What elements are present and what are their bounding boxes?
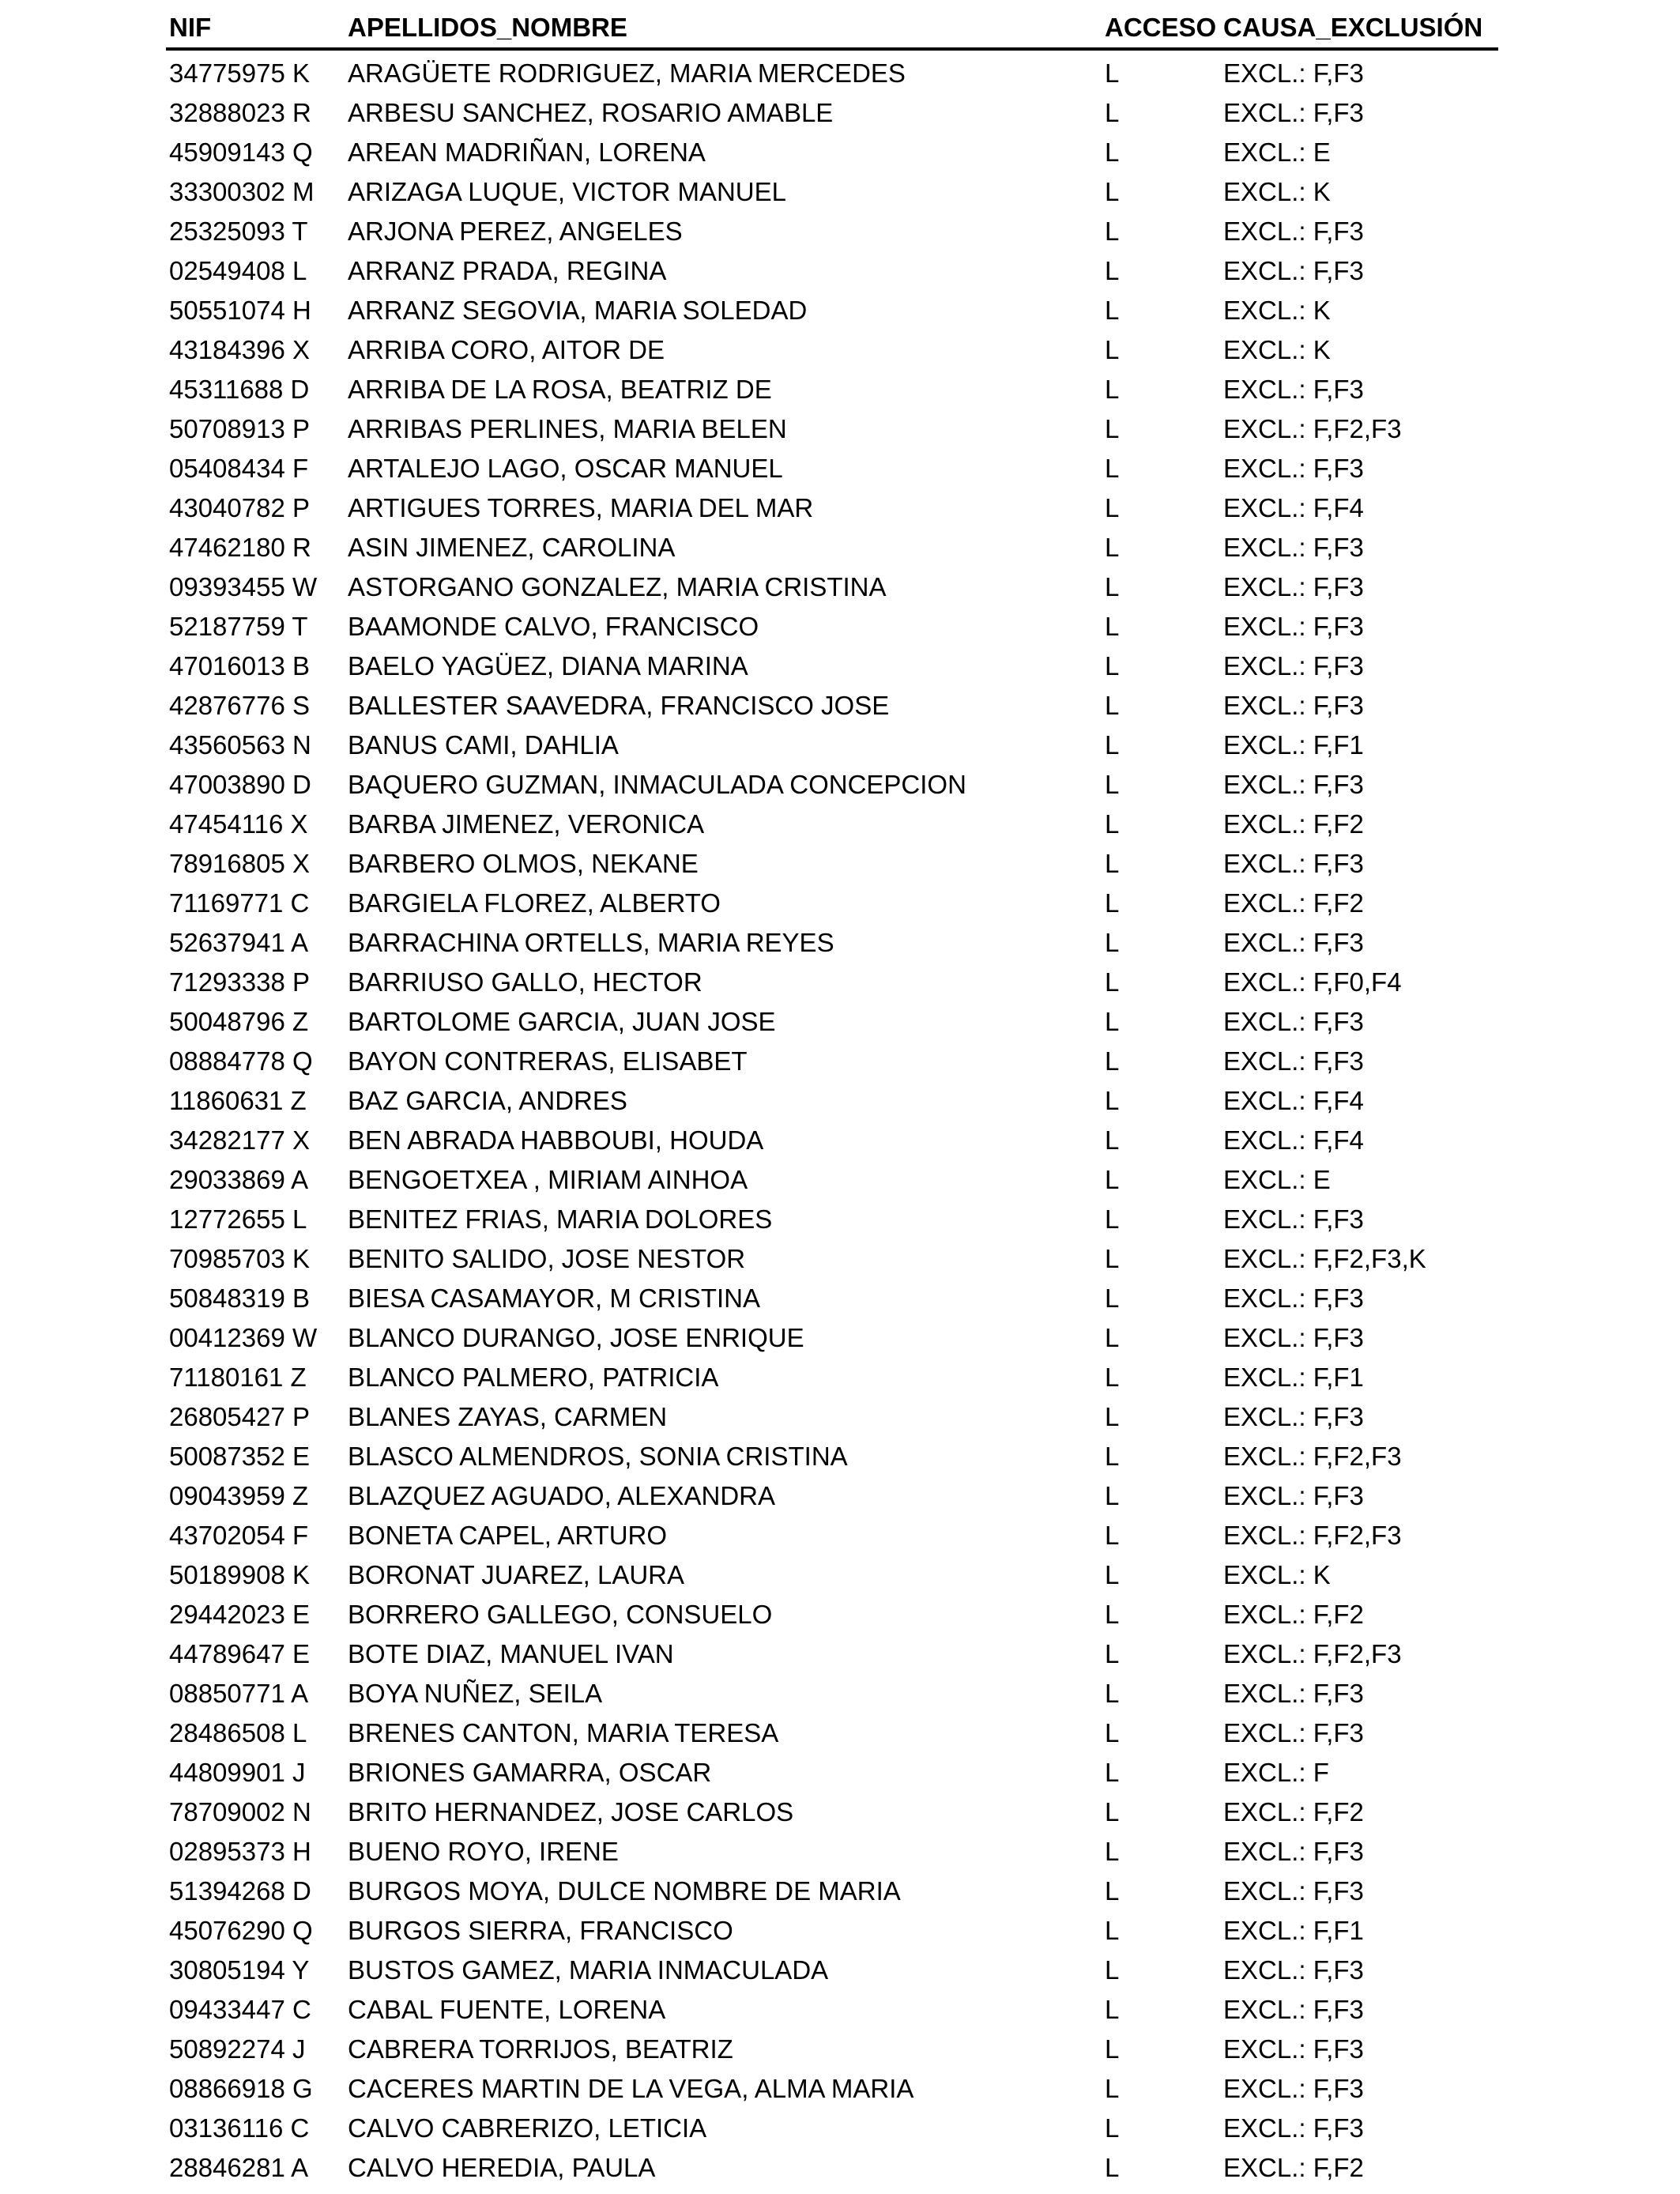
table-row [0, 805, 1680, 844]
cell-apellidos-nombre: ARBESU SANCHEZ, ROSARIO AMABLE [348, 98, 834, 127]
cell-apellidos-nombre: BANUS CAMI, DAHLIA [348, 730, 619, 760]
table-row [0, 884, 1680, 923]
cell-acceso: L [1105, 493, 1120, 522]
cell-nif: 05408434 F [169, 454, 309, 483]
cell-nif: 33300302 M [169, 177, 315, 206]
cell-causa-exclusion: EXCL.: F,F3 [1223, 1995, 1364, 2024]
table-row [0, 567, 1680, 607]
cell-causa-exclusion: EXCL.: F,F3 [1223, 1955, 1364, 1985]
table-row [0, 844, 1680, 884]
table-row [0, 449, 1680, 488]
cell-acceso: L [1105, 612, 1120, 641]
cell-acceso: L [1105, 2153, 1120, 2182]
cell-acceso: L [1105, 1837, 1120, 1866]
cell-nif: 43040782 P [169, 493, 311, 522]
cell-nif: 47003890 D [169, 770, 311, 799]
cell-acceso: L [1105, 849, 1120, 878]
cell-apellidos-nombre: ASIN JIMENEZ, CAROLINA [348, 533, 676, 562]
cell-apellidos-nombre: BLASCO ALMENDROS, SONIA CRISTINA [348, 1442, 848, 1471]
cell-causa-exclusion: EXCL.: F,F3 [1223, 651, 1364, 680]
table-row [0, 1911, 1680, 1951]
cell-apellidos-nombre: BURGOS SIERRA, FRANCISCO [348, 1916, 733, 1945]
cell-causa-exclusion: EXCL.: F,F3 [1223, 98, 1364, 127]
table-row [0, 1595, 1680, 1634]
cell-acceso: L [1105, 375, 1120, 404]
cell-causa-exclusion: EXCL.: F,F4 [1223, 1086, 1364, 1115]
table-row [0, 1239, 1680, 1279]
cell-acceso: L [1105, 335, 1120, 364]
cell-causa-exclusion: EXCL.: F,F1 [1223, 1363, 1364, 1392]
cell-apellidos-nombre: BLANCO PALMERO, PATRICIA [348, 1363, 719, 1392]
cell-apellidos-nombre: BAELO YAGÜEZ, DIANA MARINA [348, 651, 748, 680]
cell-causa-exclusion: EXCL.: F,F3 [1223, 1876, 1364, 1906]
cell-causa-exclusion: EXCL.: F,F3 [1223, 1323, 1364, 1352]
cell-nif: 52187759 T [169, 612, 308, 641]
cell-nif: 45076290 Q [169, 1916, 313, 1945]
cell-causa-exclusion: EXCL.: F,F2 [1223, 1600, 1364, 1629]
cell-acceso: L [1105, 1718, 1120, 1747]
cell-apellidos-nombre: BORRERO GALLEGO, CONSUELO [348, 1600, 773, 1629]
cell-nif: 08850771 A [169, 1679, 309, 1708]
cell-acceso: L [1105, 58, 1120, 88]
cell-apellidos-nombre: BAQUERO GUZMAN, INMACULADA CONCEPCION [348, 770, 966, 799]
cell-causa-exclusion: EXCL.: F,F1 [1223, 730, 1364, 760]
table-row [0, 1397, 1680, 1437]
cell-causa-exclusion: EXCL.: F,F3 [1223, 2034, 1364, 2064]
cell-acceso: L [1105, 138, 1120, 167]
cell-causa-exclusion: EXCL.: F,F3 [1223, 691, 1364, 720]
cell-nif: 50551074 H [169, 296, 311, 325]
cell-apellidos-nombre: BOTE DIAZ, MANUEL IVAN [348, 1639, 674, 1668]
cell-nif: 30805194 Y [169, 1955, 310, 1985]
table-row [0, 1437, 1680, 1476]
cell-nif: 50708913 P [169, 414, 311, 443]
table-row [0, 133, 1680, 172]
header-apellidos-nombre: APELLIDOS_NOMBRE [348, 13, 627, 42]
cell-apellidos-nombre: BENITO SALIDO, JOSE NESTOR [348, 1244, 746, 1273]
cell-nif: 52637941 A [169, 928, 309, 957]
table-row [0, 330, 1680, 370]
table-row [0, 1160, 1680, 1200]
cell-apellidos-nombre: ASTORGANO GONZALEZ, MARIA CRISTINA [348, 572, 887, 601]
cell-causa-exclusion: EXCL.: F,F3 [1223, 217, 1364, 246]
cell-causa-exclusion: EXCL.: E [1223, 138, 1331, 167]
cell-apellidos-nombre: BAYON CONTRERAS, ELISABET [348, 1046, 748, 1076]
cell-acceso: L [1105, 1560, 1120, 1589]
table-row [0, 370, 1680, 409]
table-row [0, 2109, 1680, 2148]
table-row [0, 93, 1680, 133]
cell-apellidos-nombre: BENGOETXEA , MIRIAM AINHOA [348, 1165, 748, 1194]
cell-acceso: L [1105, 217, 1120, 246]
cell-nif: 44809901 J [169, 1758, 306, 1787]
cell-nif: 42876776 S [169, 691, 311, 720]
cell-apellidos-nombre: BARRIUSO GALLO, HECTOR [348, 967, 703, 997]
cell-nif: 43702054 F [169, 1521, 309, 1550]
cell-nif: 28486508 L [169, 1718, 307, 1747]
cell-nif: 11860631 Z [169, 1086, 307, 1115]
cell-acceso: L [1105, 2074, 1120, 2103]
table-row [0, 1516, 1680, 1555]
table-row [0, 1200, 1680, 1239]
cell-acceso: L [1105, 98, 1120, 127]
cell-acceso: L [1105, 256, 1120, 285]
table-row [0, 726, 1680, 765]
table-row [0, 923, 1680, 963]
cell-causa-exclusion: EXCL.: F,F3 [1223, 2074, 1364, 2103]
cell-nif: 50189908 K [169, 1560, 311, 1589]
cell-apellidos-nombre: BAAMONDE CALVO, FRANCISCO [348, 612, 759, 641]
table-row [0, 1793, 1680, 1832]
cell-apellidos-nombre: BURGOS MOYA, DULCE NOMBRE DE MARIA [348, 1876, 901, 1906]
cell-nif: 51394268 D [169, 1876, 311, 1906]
header-divider [166, 47, 1498, 51]
table-row [0, 1674, 1680, 1713]
cell-apellidos-nombre: ARRANZ PRADA, REGINA [348, 256, 667, 285]
cell-causa-exclusion: EXCL.: K [1223, 177, 1331, 206]
cell-causa-exclusion: EXCL.: K [1223, 335, 1331, 364]
cell-apellidos-nombre: ARRIBA DE LA ROSA, BEATRIZ DE [348, 375, 772, 404]
cell-apellidos-nombre: BRITO HERNANDEZ, JOSE CARLOS [348, 1797, 794, 1826]
cell-nif: 50087352 E [169, 1442, 311, 1471]
cell-acceso: L [1105, 1284, 1120, 1313]
cell-apellidos-nombre: CACERES MARTIN DE LA VEGA, ALMA MARIA [348, 2074, 914, 2103]
cell-acceso: L [1105, 1955, 1120, 1985]
cell-nif: 26805427 P [169, 1402, 311, 1431]
cell-acceso: L [1105, 928, 1120, 957]
cell-nif: 70985703 K [169, 1244, 311, 1273]
table-row [0, 1476, 1680, 1516]
cell-nif: 03136116 C [169, 2113, 310, 2143]
cell-acceso: L [1105, 1204, 1120, 1234]
cell-acceso: L [1105, 296, 1120, 325]
cell-causa-exclusion: EXCL.: F,F2,F3 [1223, 414, 1402, 443]
table-row [0, 488, 1680, 528]
table-row [0, 607, 1680, 647]
header-causa-exclusion: CAUSA_EXCLUSIÓN [1223, 13, 1483, 42]
cell-apellidos-nombre: BORONAT JUAREZ, LAURA [348, 1560, 685, 1589]
cell-nif: 09043959 Z [169, 1481, 309, 1510]
cell-acceso: L [1105, 1007, 1120, 1036]
cell-apellidos-nombre: ARRANZ SEGOVIA, MARIA SOLEDAD [348, 296, 808, 325]
cell-acceso: L [1105, 691, 1120, 720]
table-row [0, 1832, 1680, 1872]
cell-causa-exclusion: EXCL.: F,F2 [1223, 2153, 1364, 2182]
cell-nif: 71169771 C [169, 888, 310, 918]
cell-nif: 50048796 Z [169, 1007, 309, 1036]
cell-causa-exclusion: EXCL.: F,F3 [1223, 849, 1364, 878]
cell-causa-exclusion: EXCL.: F,F2 [1223, 888, 1364, 918]
cell-acceso: L [1105, 1758, 1120, 1787]
cell-apellidos-nombre: BIESA CASAMAYOR, M CRISTINA [348, 1284, 760, 1313]
table-row [0, 1713, 1680, 1753]
cell-causa-exclusion: EXCL.: F,F3 [1223, 1481, 1364, 1510]
cell-nif: 47016013 B [169, 651, 311, 680]
cell-acceso: L [1105, 1679, 1120, 1708]
cell-causa-exclusion: EXCL.: F,F3 [1223, 1402, 1364, 1431]
table-row [0, 1753, 1680, 1793]
cell-nif: 29033869 A [169, 1165, 309, 1194]
table-row [0, 1555, 1680, 1595]
cell-acceso: L [1105, 770, 1120, 799]
table-row [0, 291, 1680, 330]
cell-acceso: L [1105, 809, 1120, 839]
cell-causa-exclusion: EXCL.: F,F3 [1223, 1284, 1364, 1313]
cell-acceso: L [1105, 1995, 1120, 2024]
cell-nif: 43560563 N [169, 730, 311, 760]
cell-apellidos-nombre: ARJONA PEREZ, ANGELES [348, 217, 683, 246]
table-row [0, 1318, 1680, 1358]
cell-nif: 45909143 Q [169, 138, 313, 167]
cell-acceso: L [1105, 651, 1120, 680]
cell-nif: 12772655 L [169, 1204, 307, 1234]
cell-apellidos-nombre: CABRERA TORRIJOS, BEATRIZ [348, 2034, 733, 2064]
table-row [0, 1081, 1680, 1121]
cell-causa-exclusion: EXCL.: F,F3 [1223, 1718, 1364, 1747]
cell-acceso: L [1105, 1797, 1120, 1826]
cell-nif: 00412369 W [169, 1323, 318, 1352]
cell-apellidos-nombre: CABAL FUENTE, LORENA [348, 1995, 666, 2024]
cell-nif: 34775975 K [169, 58, 311, 88]
table-row [0, 686, 1680, 726]
cell-apellidos-nombre: BUENO ROYO, IRENE [348, 1837, 619, 1866]
cell-nif: 08866918 G [169, 2074, 313, 2103]
cell-causa-exclusion: EXCL.: F,F4 [1223, 1125, 1364, 1155]
cell-acceso: L [1105, 1165, 1120, 1194]
cell-nif: 43184396 X [169, 335, 311, 364]
cell-causa-exclusion: EXCL.: F,F0,F4 [1223, 967, 1402, 997]
cell-acceso: L [1105, 1916, 1120, 1945]
table-row [0, 1002, 1680, 1042]
cell-apellidos-nombre: CALVO CABRERIZO, LETICIA [348, 2113, 707, 2143]
cell-causa-exclusion: EXCL.: F,F2,F3 [1223, 1639, 1402, 1668]
cell-acceso: L [1105, 1402, 1120, 1431]
cell-causa-exclusion: EXCL.: F,F3 [1223, 928, 1364, 957]
cell-acceso: L [1105, 1323, 1120, 1352]
cell-apellidos-nombre: AREAN MADRIÑAN, LORENA [348, 138, 706, 167]
table-row [0, 1872, 1680, 1911]
cell-acceso: L [1105, 2113, 1120, 2143]
cell-acceso: L [1105, 730, 1120, 760]
cell-causa-exclusion: EXCL.: K [1223, 1560, 1331, 1589]
cell-causa-exclusion: EXCL.: F,F2 [1223, 1797, 1364, 1826]
cell-apellidos-nombre: ARIZAGA LUQUE, VICTOR MANUEL [348, 177, 787, 206]
cell-apellidos-nombre: ARRIBA CORO, AITOR DE [348, 335, 665, 364]
table-row [0, 528, 1680, 567]
cell-apellidos-nombre: CALVO HEREDIA, PAULA [348, 2153, 656, 2182]
table-row [0, 212, 1680, 251]
cell-apellidos-nombre: BONETA CAPEL, ARTURO [348, 1521, 668, 1550]
cell-acceso: L [1105, 454, 1120, 483]
header-acceso: ACCESO [1105, 13, 1217, 42]
cell-acceso: L [1105, 177, 1120, 206]
cell-nif: 78709002 N [169, 1797, 311, 1826]
cell-causa-exclusion: EXCL.: E [1223, 1165, 1331, 1194]
cell-acceso: L [1105, 414, 1120, 443]
cell-apellidos-nombre: BARBA JIMENEZ, VERONICA [348, 809, 705, 839]
cell-nif: 50848319 B [169, 1284, 311, 1313]
table-row [0, 172, 1680, 212]
cell-nif: 47454116 X [169, 809, 308, 839]
cell-acceso: L [1105, 1600, 1120, 1629]
cell-nif: 78916805 X [169, 849, 311, 878]
cell-causa-exclusion: EXCL.: F,F3 [1223, 1837, 1364, 1866]
table-row [0, 2069, 1680, 2109]
cell-apellidos-nombre: ARTIGUES TORRES, MARIA DEL MAR [348, 493, 814, 522]
cell-apellidos-nombre: BAZ GARCIA, ANDRES [348, 1086, 627, 1115]
cell-nif: 32888023 R [169, 98, 311, 127]
cell-causa-exclusion: EXCL.: F,F3 [1223, 1204, 1364, 1234]
cell-apellidos-nombre: BLANES ZAYAS, CARMEN [348, 1402, 668, 1431]
cell-acceso: L [1105, 1125, 1120, 1155]
table-row [0, 765, 1680, 805]
cell-nif: 09393455 W [169, 572, 318, 601]
cell-causa-exclusion: EXCL.: F,F3 [1223, 612, 1364, 641]
cell-causa-exclusion: EXCL.: F,F3 [1223, 1007, 1364, 1036]
cell-acceso: L [1105, 533, 1120, 562]
cell-apellidos-nombre: ARAGÜETE RODRIGUEZ, MARIA MERCEDES [348, 58, 906, 88]
table-row [0, 1951, 1680, 1990]
table-row [0, 54, 1680, 93]
cell-apellidos-nombre: BUSTOS GAMEZ, MARIA INMACULADA [348, 1955, 829, 1985]
cell-apellidos-nombre: BLAZQUEZ AGUADO, ALEXANDRA [348, 1481, 775, 1510]
cell-acceso: L [1105, 1442, 1120, 1471]
cell-causa-exclusion: EXCL.: F,F1 [1223, 1916, 1364, 1945]
cell-apellidos-nombre: BARRACHINA ORTELLS, MARIA REYES [348, 928, 834, 957]
cell-apellidos-nombre: BRIONES GAMARRA, OSCAR [348, 1758, 712, 1787]
cell-acceso: L [1105, 1046, 1120, 1076]
table-row [0, 963, 1680, 1002]
cell-causa-exclusion: EXCL.: F,F3 [1223, 1046, 1364, 1076]
cell-apellidos-nombre: BARGIELA FLOREZ, ALBERTO [348, 888, 721, 918]
cell-nif: 09433447 C [169, 1995, 311, 2024]
cell-acceso: L [1105, 1639, 1120, 1668]
cell-nif: 28846281 A [169, 2153, 309, 2182]
table-row [0, 1634, 1680, 1674]
table-row [0, 2030, 1680, 2069]
cell-acceso: L [1105, 572, 1120, 601]
cell-causa-exclusion: EXCL.: F,F3 [1223, 375, 1364, 404]
table-row [0, 1279, 1680, 1318]
table-row [0, 1042, 1680, 1081]
cell-acceso: L [1105, 1876, 1120, 1906]
cell-causa-exclusion: EXCL.: F,F2 [1223, 809, 1364, 839]
cell-nif: 02549408 L [169, 256, 307, 285]
table-row [0, 1990, 1680, 2030]
table-row [0, 2148, 1680, 2188]
header-nif: NIF [169, 13, 212, 42]
cell-acceso: L [1105, 888, 1120, 918]
cell-apellidos-nombre: BRENES CANTON, MARIA TERESA [348, 1718, 779, 1747]
table-row [0, 409, 1680, 449]
cell-apellidos-nombre: BOYA NUÑEZ, SEILA [348, 1679, 603, 1708]
cell-acceso: L [1105, 1521, 1120, 1550]
cell-causa-exclusion: EXCL.: F,F2,F3 [1223, 1442, 1402, 1471]
cell-nif: 44789647 E [169, 1639, 311, 1668]
cell-nif: 08884778 Q [169, 1046, 313, 1076]
cell-causa-exclusion: EXCL.: F,F3 [1223, 58, 1364, 88]
table-row [0, 647, 1680, 686]
cell-apellidos-nombre: BEN ABRADA HABBOUBI, HOUDA [348, 1125, 764, 1155]
cell-acceso: L [1105, 967, 1120, 997]
cell-acceso: L [1105, 1086, 1120, 1115]
cell-causa-exclusion: EXCL.: F,F3 [1223, 2113, 1364, 2143]
cell-causa-exclusion: EXCL.: F,F4 [1223, 493, 1364, 522]
cell-nif: 34282177 X [169, 1125, 311, 1155]
cell-causa-exclusion: EXCL.: F,F3 [1223, 770, 1364, 799]
cell-nif: 50892274 J [169, 2034, 306, 2064]
cell-causa-exclusion: EXCL.: F,F3 [1223, 256, 1364, 285]
cell-apellidos-nombre: BARTOLOME GARCIA, JUAN JOSE [348, 1007, 776, 1036]
cell-apellidos-nombre: BENITEZ FRIAS, MARIA DOLORES [348, 1204, 773, 1234]
table-header [0, 8, 1680, 49]
cell-nif: 71293338 P [169, 967, 311, 997]
cell-causa-exclusion: EXCL.: K [1223, 296, 1331, 325]
cell-causa-exclusion: EXCL.: F,F3 [1223, 572, 1364, 601]
cell-apellidos-nombre: BARBERO OLMOS, NEKANE [348, 849, 699, 878]
cell-apellidos-nombre: ARTALEJO LAGO, OSCAR MANUEL [348, 454, 783, 483]
table-body [0, 54, 1680, 2188]
cell-causa-exclusion: EXCL.: F,F3 [1223, 1679, 1364, 1708]
table-row [0, 1358, 1680, 1397]
cell-apellidos-nombre: BLANCO DURANGO, JOSE ENRIQUE [348, 1323, 804, 1352]
cell-nif: 47462180 R [169, 533, 311, 562]
cell-causa-exclusion: EXCL.: F,F3 [1223, 454, 1364, 483]
cell-acceso: L [1105, 1363, 1120, 1392]
cell-nif: 45311688 D [169, 375, 310, 404]
cell-nif: 71180161 Z [169, 1363, 307, 1392]
cell-acceso: L [1105, 2034, 1120, 2064]
cell-nif: 02895373 H [169, 1837, 311, 1866]
cell-nif: 29442023 E [169, 1600, 311, 1629]
cell-causa-exclusion: EXCL.: F,F2,F3 [1223, 1521, 1402, 1550]
cell-nif: 25325093 T [169, 217, 308, 246]
cell-apellidos-nombre: BALLESTER SAAVEDRA, FRANCISCO JOSE [348, 691, 890, 720]
cell-acceso: L [1105, 1244, 1120, 1273]
cell-apellidos-nombre: ARRIBAS PERLINES, MARIA BELEN [348, 414, 787, 443]
table-row [0, 1121, 1680, 1160]
cell-causa-exclusion: EXCL.: F,F2,F3,K [1223, 1244, 1426, 1273]
cell-causa-exclusion: EXCL.: F [1223, 1758, 1329, 1787]
cell-acceso: L [1105, 1481, 1120, 1510]
table-row [0, 251, 1680, 291]
cell-causa-exclusion: EXCL.: F,F3 [1223, 533, 1364, 562]
